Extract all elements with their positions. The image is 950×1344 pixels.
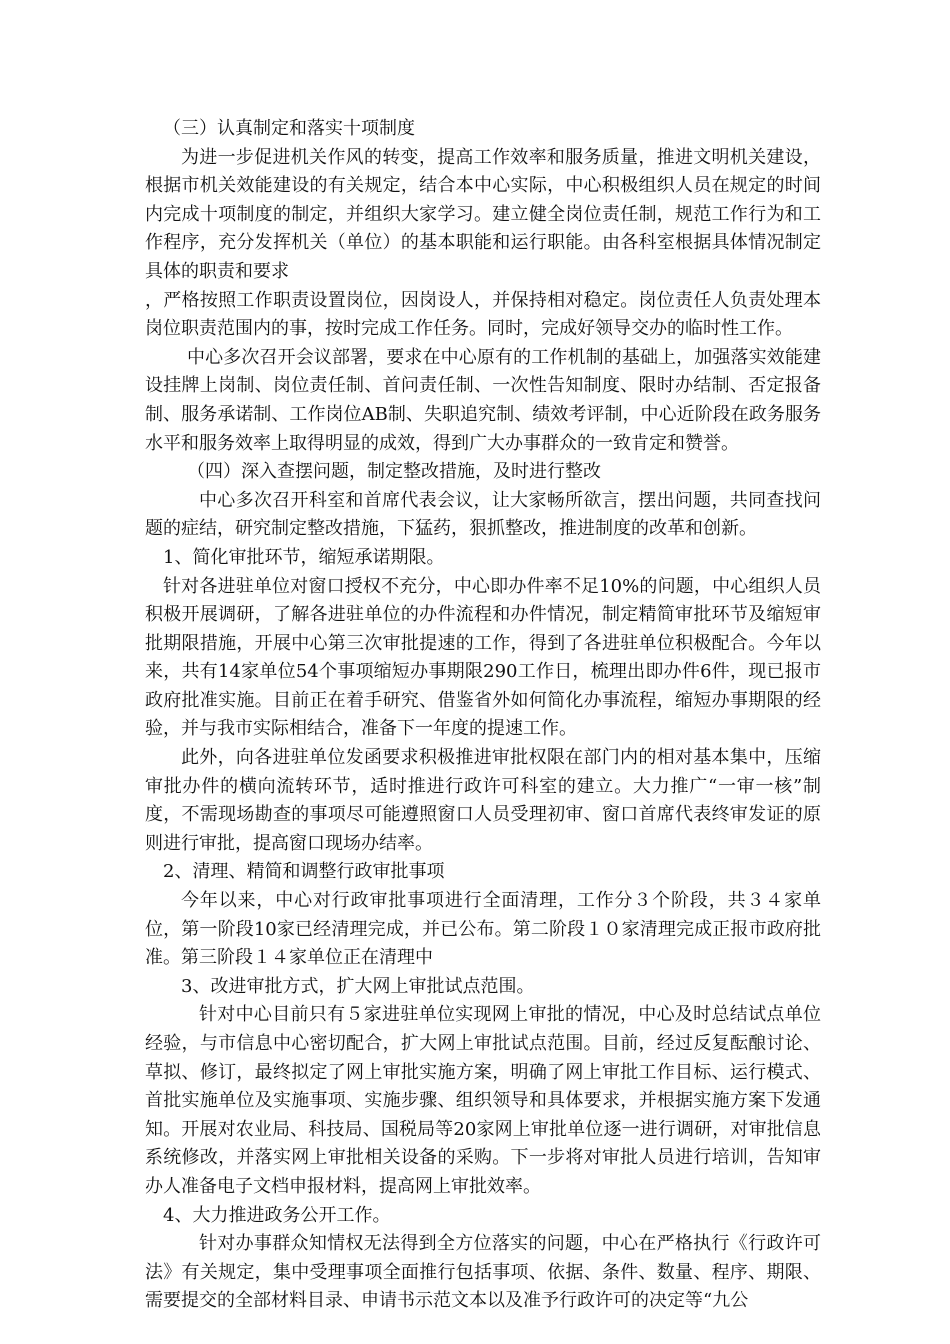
paragraph: ，严格按照工作职责设置岗位，因岗设人，并保持相对稳定。岗位责任人负责处理本岗位职责范围内的事，按时完成工作任务。同时，完成好领导交办的临时性工作。 (145, 289, 821, 340)
document-body (145, 115, 821, 1316)
paragraph: 中心多次召开会议部署，要求在中心原有的工作机制的基础上，加强落实效能建设挂牌上岗制、岗位责任制、首问责任制、一次性告知制度、限时办结制、否定报备制、服务承诺制、工作岗位AB制、失职追究制、绩效考评制，中心近阶段在政务服务水平和服务效率上取得明显的成效，得到广大办事群众的一致肯定和赞誉。 (145, 346, 821, 454)
paragraph: 今年以来，中心对行政审批事项进行全面清理，工作分３个阶段，共３４家单位，第一阶段10家已经清理完成，并已公布。第二阶段１０家清理完成正报市政府批准。第三阶段１４家单位正在清理中 (145, 890, 821, 969)
subheading-1: 1、简化审批环节，缩短承诺期限。 (163, 546, 445, 568)
paragraph: 针对中心目前只有５家进驻单位实现网上审批的情况，中心及时总结试点单位经验，与市信息中心密切配合，扩大网上审批试点范围。目前，经过反复酝酿讨论、草拟、修订，最终拟定了网上审批实施方案，明确了网上审批工作目标、运行模式、首批实施单位及实施事项、实施步骤、组织领导和具体要求，并根据实施方案下发通知。开展对农业局、科技局、国税局等20家网上审批单位逐一进行调研，对审批信息系统修改，并落实网上审批相关设备的采购。下一步将对审批人员进行培训，告知审办人准备电子文档申报材料，提高网上审批效率。 (145, 1004, 821, 1197)
paragraph: 针对办事群众知情权无法得到全方位落实的问题，中心在严格执行《行政许可法》有关规定，集中受理事项全面推行包括事项、依据、条件、数量、程序、期限、需要提交的全部材料目录、申请书示范文本以及准予行政许可的决定等“九公 (145, 1233, 821, 1312)
paragraph: 为进一步促进机关作风的转变，提高工作效率和服务质量，推进文明机关建设，根据市机关效能建设的有关规定，结合本中心实际，中心积极组织人员在规定的时间内完成十项制度的制定，并组织大家学习。建立健全岗位责任制，规范工作行为和工作程序，充分发挥机关（单位）的基本职能和运行职能。由各科室根据具体情况制定具体的职责和要求 (145, 146, 821, 282)
section-heading-4: （四）深入查摆问题，制定整改措施，及时进行整改 (187, 461, 601, 483)
paragraph: 针对各进驻单位对窗口授权不充分，中心即办件率不足10%的问题，中心组织人员积极开展调研，了解各进驻单位的办件流程和办件情况，制定精简审批环节及缩短审批期限措施，开展中心第三次审批提速的工作，得到了各进驻单位积极配合。今年以来，共有14家单位54个事项缩短办事期限290工作日，梳理出即办件6件，现已报市政府批准实施。目前正在着手研究、借鉴省外如何简化办事流程，缩短办事期限的经验，并与我市实际相结合，准备下一年度的提速工作。 (145, 575, 821, 740)
subheading-2: 2、清理、精简和调整行政审批事项 (163, 861, 445, 883)
subheading-3: 3、改进审批方式，扩大网上审批试点范围。 (181, 975, 535, 997)
paragraph: 此外，向各进驻单位发函要求积极推进审批权限在部门内的相对基本集中，压缩审批办件的横向流转环节，适时推进行政许可科室的建立。大力推广“一审一核”制度，不需现场勘查的事项尽可能遵照窗口人员受理初审、窗口首席代表终审发证的原则进行审批，提高窗口现场办结率。 (145, 747, 821, 854)
paragraph: 中心多次召开科室和首席代表会议，让大家畅所欲言，摆出问题，共同查找问题的症结，研究制定整改措施，下猛药，狠抓整改，推进制度的改革和创新。 (145, 489, 821, 540)
subheading-4: 4、大力推进政务公开工作。 (163, 1204, 391, 1226)
section-heading-3: （三）认真制定和落实十项制度 (163, 118, 415, 139)
